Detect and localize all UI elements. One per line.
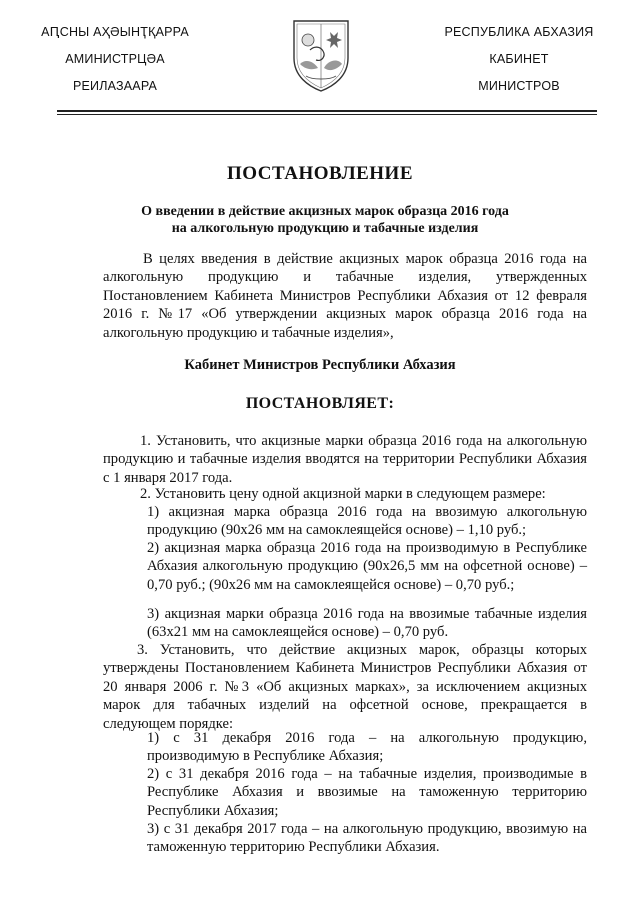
issuer-line: Кабинет Министров Республики Абхазия: [184, 357, 456, 373]
item-3-subitem-3: 3) с 31 декабря 2017 года – на алкогольную продукцию, ввозимую на таможенную территорию Республики Абхазия.: [147, 821, 587, 856]
item-2-subitem-1: 1) акцизная марка образца 2016 года на ввозимую алкогольную продукцию (90х26 мм на самоклеящейся основе) – 1,10 руб.;: [147, 504, 587, 539]
letterhead-left: [20, 24, 210, 105]
letterhead-right-line-1: РЕСПУБЛИКА АБХАЗИЯ: [444, 25, 594, 39]
subject-line-2: на алкогольную продукцию и табачные изделия: [171, 221, 479, 236]
item-3-subitem-1: 1) с 31 декабря 2016 года – на алкогольную продукцию, производимую в Республике Абхазия;: [147, 730, 587, 765]
letterhead-right: [424, 24, 614, 105]
document-title: ПОСТАНОВЛЕНИЕ: [226, 163, 414, 184]
preamble-paragraph: В целях введения в действие акцизных марок образца 2016 года на алкогольную продукцию и табачные изделия, утвержденных Постановлением Кабинета Министров Республики Абхазия от 12 февраля 2016 г. №17 «Об утверждении акцизных марок образца 2016 года на алкогольную продукцию и табачные изделия»,: [103, 251, 587, 341]
item-1-paragraph: 1. Установить, что акцизные марки образца 2016 года на алкогольную продукцию и табачные изделия вводятся на территории Республики Абхазия с 1 января 2017 года.: [103, 433, 587, 486]
header-rule-thick: [57, 110, 597, 112]
letterhead-left-line-3: РЕИЛАЗААРА: [72, 79, 158, 93]
document-subject: [100, 203, 550, 237]
letterhead-right-line-3: МИНИСТРОВ: [478, 79, 560, 93]
letterhead-left-line-1: АԤСНЫ АҲӘЫНҬҚАРРА: [41, 25, 189, 39]
item-2-subitem-2: 2) акцизная марка образца 2016 года на производимую в Республике Абхазия алкогольную продукцию (90х26,5 мм на офсетной основе) – 0,70 руб.; (90х26 мм на самоклеящейся основе) – 0,70 руб.;: [147, 540, 587, 593]
item-2-subitem-3: 3) акцизная марки образца 2016 года на ввозимые табачные изделия (63х21 мм на самоклеящейся основе) – 0,70 руб.: [147, 606, 587, 641]
subject-line-1: О введении в действие акцизных марок образца 2016 года: [141, 204, 509, 219]
item-3-paragraph: 3. Установить, что действие акцизных марок, образцы которых утверждены Постановлением Кабинета Министров Республики Абхазия от 20 января 2006 г. №3 «Об акцизных марках», за исключением акцизных марок для табачных изделий на офсетной основе, прекращается в следующем порядке:: [103, 642, 587, 732]
item-3-subitem-2: 2) с 31 декабря 2016 года – на табачные изделия, производимые в Республике Абхазия и ввозимые на таможенную территорию Республики Абхазия;: [147, 766, 587, 819]
letterhead-right-line-2: КАБИНЕТ: [489, 52, 549, 66]
item-2-paragraph: 2. Установить цену одной акцизной марки в следующем размере:: [140, 486, 546, 502]
resolves-heading: ПОСТАНОВЛЯЕТ:: [245, 395, 395, 412]
header-rule-thin: [57, 114, 597, 115]
letterhead-left-line-2: АМИНИСТРЦӘА: [65, 52, 165, 66]
letterhead: [0, 0, 640, 118]
coat-of-arms-icon: [290, 18, 352, 94]
